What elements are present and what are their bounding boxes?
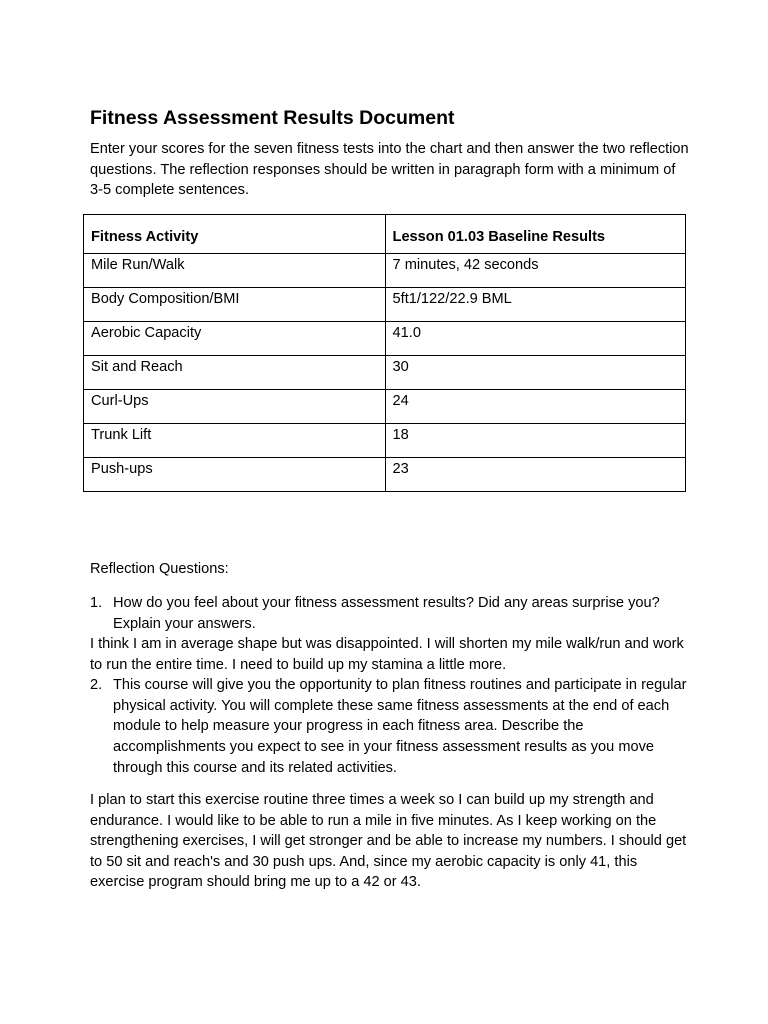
fitness-results-table (83, 214, 686, 492)
table-row (84, 288, 686, 322)
question-item (90, 593, 690, 634)
column-header-results: Lesson 01.03 Baseline Results (385, 215, 685, 254)
answer-text: I plan to start this exercise routine three times a week so I can build up my strength and endurance. I would like to be able to run a mile in five minutes. As I keep working on the strengthening exercises, I will get stronger and be able to increase my numbers. I should get to 50 sit and reach's and 30 push ups. And, since my aerobic capacity is only 41, this exercise program should bring me up to a 42 or 43. (90, 792, 687, 890)
question-text: How do you feel about your fitness assessment results? Did any areas surprise you? Explain your answers. (113, 595, 660, 632)
answer-text: I think I am in average shape but was disappointed. I will shorten my mile walk/run and work to run the entire time. I need to build up my stamina a little more. (90, 636, 684, 674)
question-number: 2. (90, 677, 103, 693)
question-text: This course will give you the opportunity to plan fitness routines and participate in regular physical activity. You will complete these same fitness assessments at the end of each module to help measure your progress in each fitness area. Describe the accomplishments you expect to see in your fitness assessment results as you move through this course and its related activities. (113, 677, 687, 776)
table-row (84, 458, 686, 492)
activity-cell: Trunk Lift (84, 424, 386, 458)
activity-cell: Push-ups (84, 458, 386, 492)
result-cell: 5ft1/122/22.9 BML (385, 288, 685, 322)
result-cell: 24 (385, 390, 685, 424)
table-header-row (84, 215, 686, 254)
table-row (84, 390, 686, 424)
table-row (84, 356, 686, 390)
activity-cell: Sit and Reach (84, 356, 386, 390)
result-cell: 18 (385, 424, 685, 458)
reflection-question-2 (90, 675, 690, 779)
table-row (84, 424, 686, 458)
activity-cell: Curl-Ups (84, 390, 386, 424)
activity-cell: Aerobic Capacity (84, 322, 386, 356)
reflection-question-1 (90, 593, 690, 676)
column-header-activity: Fitness Activity (84, 215, 386, 254)
result-cell: 30 (385, 356, 685, 390)
table-row (84, 254, 686, 288)
result-cell: 23 (385, 458, 685, 492)
table-row (84, 322, 686, 356)
reflection-heading: Reflection Questions: (90, 561, 229, 577)
question-number: 1. (90, 595, 103, 611)
question-item (90, 675, 690, 779)
intro-paragraph: Enter your scores for the seven fitness tests into the chart and then answer the two reflection questions. The reflection responses should be written in paragraph form with a minimum of 3-5 complete sentences. (90, 141, 689, 198)
result-cell: 7 minutes, 42 seconds (385, 254, 685, 288)
activity-cell: Body Composition/BMI (84, 288, 386, 322)
activity-cell: Mile Run/Walk (84, 254, 386, 288)
result-cell: 41.0 (385, 322, 685, 356)
document-title: Fitness Assessment Results Document (90, 107, 455, 129)
